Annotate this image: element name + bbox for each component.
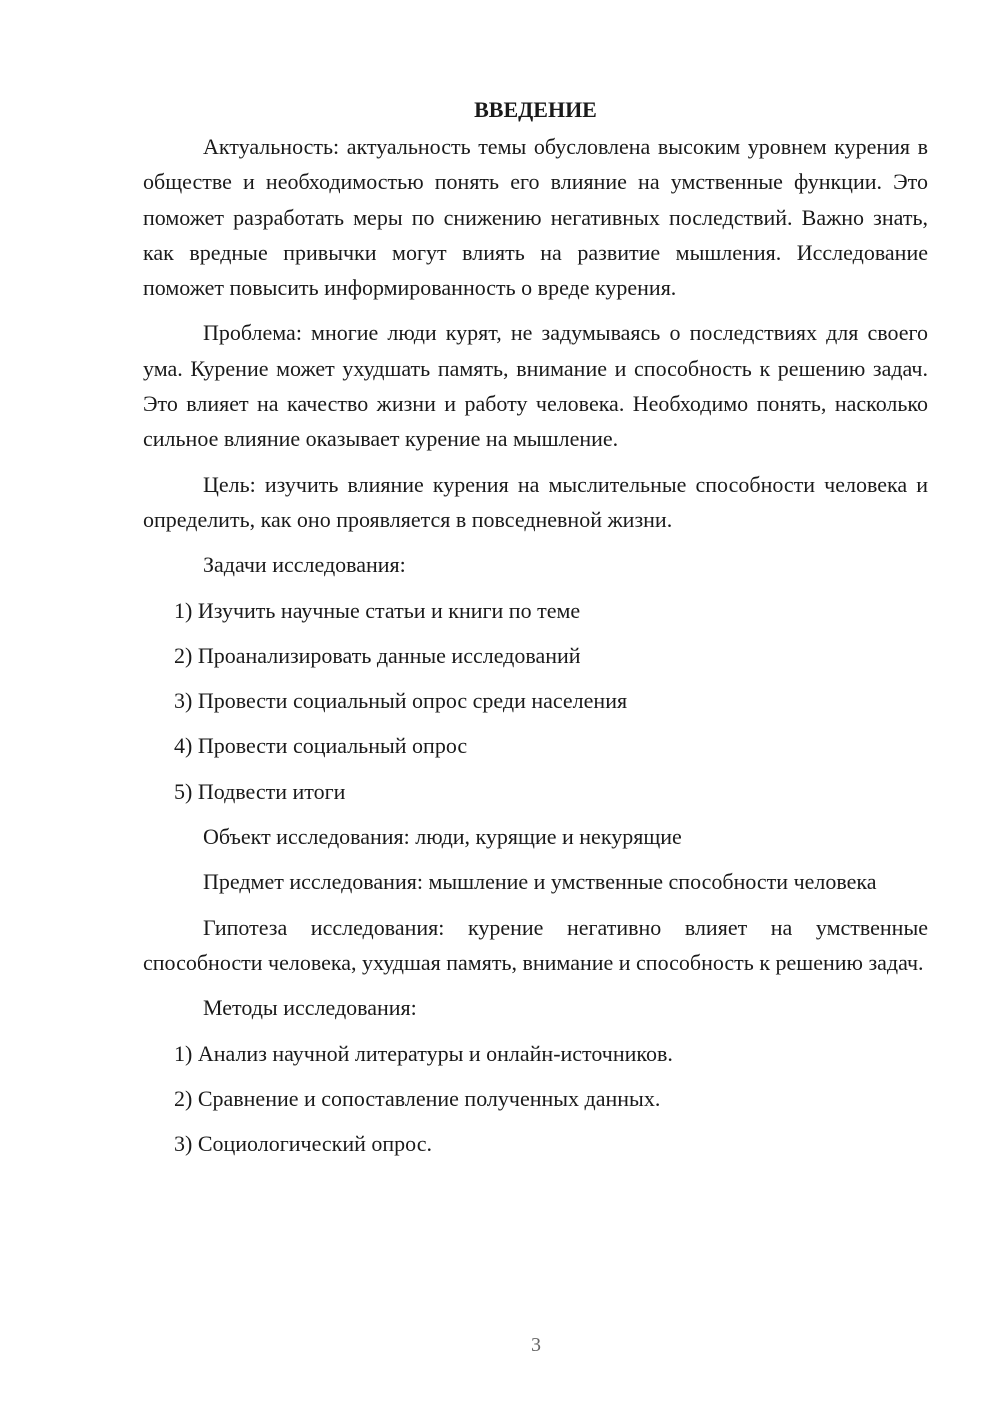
object-paragraph: Объект исследования: люди, курящие и некурящие: [203, 824, 682, 850]
task-item: 3) Провести социальный опрос среди населения: [174, 688, 628, 714]
goal-paragraph: Цель: изучить влияние курения на мыслительные способности человека и определить, как оно проявляется в повседневной жизни.: [143, 471, 928, 532]
relevance-paragraph: Актуальность: актуальность темы обусловлена высоким уровнем курения в обществе и необходимостью понять его влияние на умственные функции. Это поможет разработать меры по снижению негативных последствий. Важно знать, как вредные привычки могут влиять на развитие мышления. Исследование поможет повысить информированность о вреде курения.: [143, 134, 928, 301]
tasks-label: Задачи исследования:: [203, 552, 406, 578]
task-item: 2) Проанализировать данные исследований: [174, 642, 581, 668]
problem-paragraph: Проблема: многие люди курят, не задумываясь о последствиях для своего ума. Курение может ухудшать память, внимание и способность к решению задач. Это влияет на качество жизни и работу человека. Необходимо понять, насколько сильное влияние оказывает курение на мышление.: [143, 320, 928, 452]
task-item: 4) Провести социальный опрос: [174, 733, 468, 759]
task-item: 1) Изучить научные статьи и книги по теме: [174, 597, 581, 623]
method-item: 1) Анализ научной литературы и онлайн-источников.: [174, 1040, 673, 1066]
method-item: 2) Сравнение и сопоставление полученных данных.: [174, 1085, 661, 1111]
task-item: 5) Подвести итоги: [174, 778, 346, 804]
method-item: 3) Социологический опрос.: [174, 1131, 432, 1157]
page-number: 3: [531, 1334, 541, 1356]
subject-paragraph: Предмет исследования: мышление и умственные способности человека: [203, 869, 877, 895]
page-title: ВВЕДЕНИЕ: [474, 97, 597, 122]
hypothesis-paragraph: Гипотеза исследования: курение негативно влияет на умственные способности человека, ухудшая память, внимание и способность к решению задач.: [143, 914, 928, 975]
document-page: [143, 92, 928, 1171]
methods-label: Методы исследования:: [203, 995, 417, 1021]
